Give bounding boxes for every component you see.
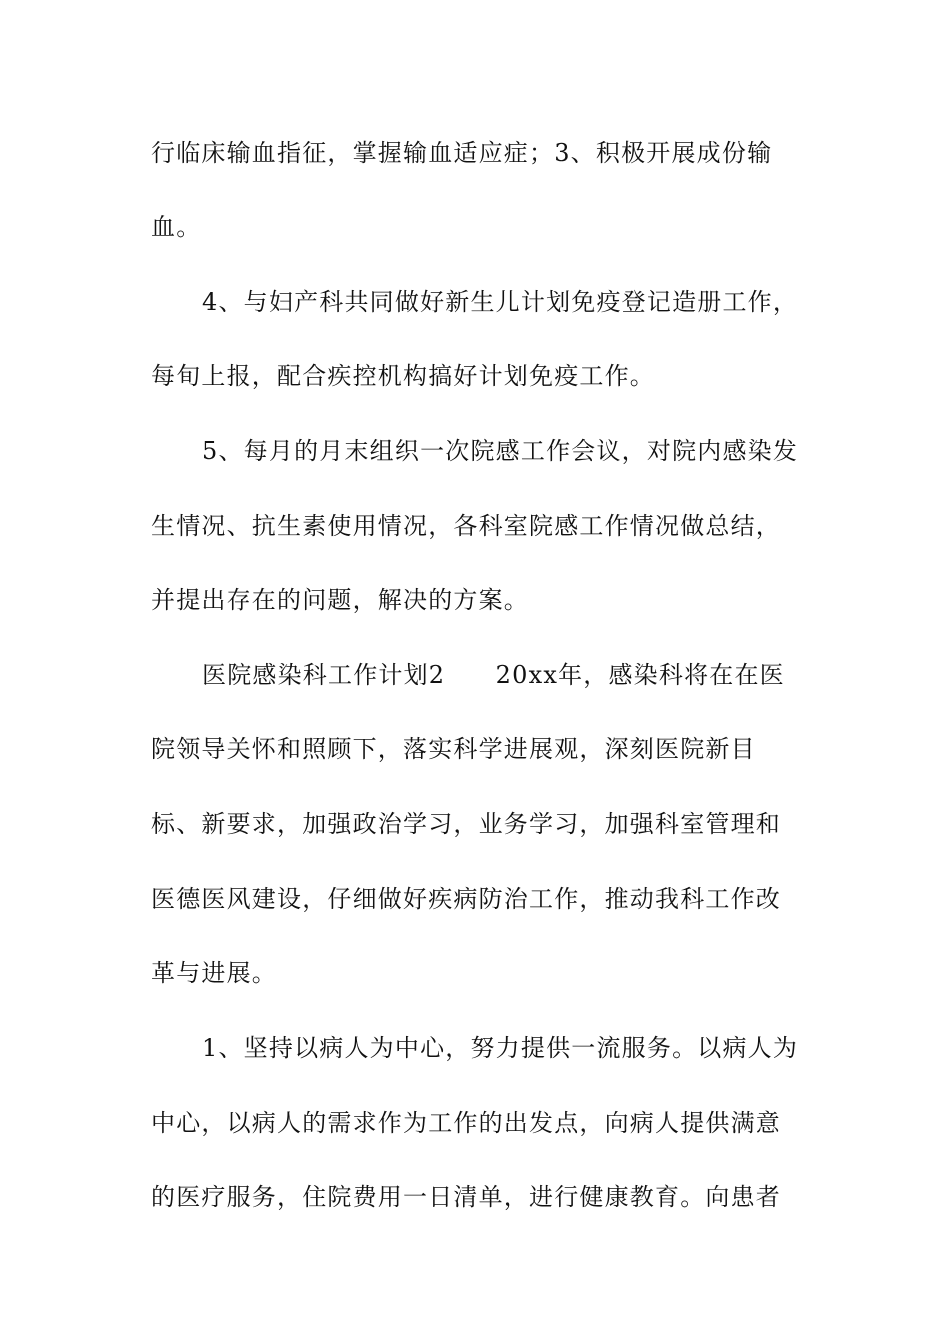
paragraph-start-line: 1、坚持以病人为中心，努力提供一流服务。以病人为 (202, 1034, 799, 1062)
text-line: 并提出存在的问题，解决的方案。 (151, 586, 529, 614)
text-line: 院领导关怀和照顾下，落实科学进展观，深刻医院新目 (151, 735, 756, 763)
text-line: 医德医风建设，仔细做好疾病防治工作，推动我科工作改 (151, 885, 781, 913)
paragraph-start-line: 医院感染科工作计划2 20xx年，感染科将在在医 (202, 661, 785, 689)
text-line: 标、新要求，加强政治学习，业务学习，加强科室管理和 (151, 810, 781, 838)
text-line: 生情况、抗生素使用情况，各科室院感工作情况做总结， (151, 512, 781, 540)
paragraph-start-line: 4、与妇产科共同做好新生儿计划免疫登记造册工作， (202, 288, 799, 316)
text-line: 行临床输血指征，掌握输血适应症；3、积极开展成份输 (151, 139, 773, 167)
text-line: 每旬上报，配合疾控机构搞好计划免疫工作。 (151, 362, 655, 390)
text-line: 血。 (151, 213, 202, 241)
paragraph-start-line: 5、每月的月末组织一次院感工作会议，对院内感染发 (202, 437, 799, 465)
text-line: 的医疗服务，住院费用一日清单，进行健康教育。向患者 (151, 1183, 781, 1211)
text-line: 革与进展。 (151, 959, 277, 987)
text-line: 中心，以病人的需求作为工作的出发点，向病人提供满意 (151, 1109, 781, 1137)
